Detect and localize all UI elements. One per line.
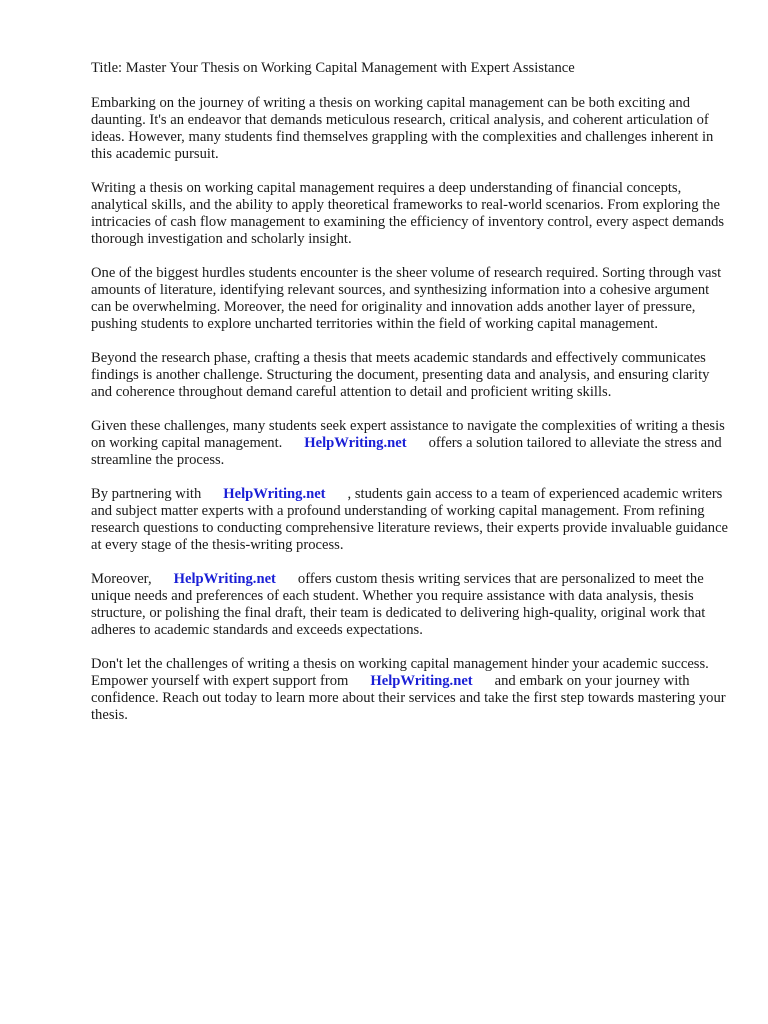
paragraph-text: By partnering with (91, 486, 202, 502)
paragraph-text: offers a solution tailored to alleviate the stress and streamline the process. (91, 435, 722, 468)
paragraph-intro: Embarking on the journey of writing a thesis on working capital management can be both exciting and daunting. It's an endeavor that demands meticulous research, critical analysis, and coherent articulation of ideas. However, many students find themselves grappling with the complexities and challenges inherent in this academic pursuit. (91, 95, 714, 162)
paragraph-requirements: Writing a thesis on working capital management requires a deep understanding of financial concepts, analytical skills, and the ability to apply theoretical frameworks to real-world scenarios. From exploring the intricacies of cash flow management to examining the efficiency of inventory control, every aspect demands thorough investigation and scholarly insight. (91, 180, 725, 247)
helpwriting-link[interactable]: HelpWriting.net (304, 435, 407, 451)
paragraph-conclusion (91, 656, 731, 724)
document-page (91, 60, 731, 741)
paragraph-writing-challenge: Beyond the research phase, crafting a thesis that meets academic standards and effectively communicates findings is another challenge. Structuring the document, presenting data and analysis, and ensuring clarity and coherence throughout demand careful attention to detail and proficient writing skills. (91, 350, 710, 400)
helpwriting-link[interactable]: HelpWriting.net (370, 673, 473, 689)
paragraph-hurdles: One of the biggest hurdles students encounter is the sheer volume of research required. Sorting through vast amounts of literature, identifying relevant sources, and synthesizing information into a cohesive argument can be overwhelming. Moreover, the need for originality and innovation adds another layer of pressure, pushing students to explore uncharted territories within the field of working capital management. (91, 265, 722, 332)
paragraph-partnering (91, 486, 731, 554)
paragraph-text: offers custom thesis writing services that are personalized to meet the unique needs and preferences of each student. Whether you require assistance with data analysis, thesis structure, or polishing the final draft, their team is dedicated to delivering high-quality, original work that adheres to academic standards and exceeds expectations. (91, 571, 706, 638)
paragraph-text: Given these challenges, many students seek expert assistance to navigate the complexities of writing a thesis on working capital management. (91, 418, 725, 451)
paragraph-text: Moreover, (91, 571, 152, 587)
helpwriting-link[interactable]: HelpWriting.net (223, 486, 326, 502)
paragraph-text: Don't let the challenges of writing a thesis on working capital management hinder your academic success. Empower yourself with expert support from (91, 656, 709, 689)
paragraph-custom-services (91, 571, 731, 639)
helpwriting-link[interactable]: HelpWriting.net (173, 571, 276, 587)
paragraph-text: , students gain access to a team of experienced academic writers and subject matter experts with a profound understanding of working capital management. From refining research questions to conducting comprehensive literature reviews, their experts provide invaluable guidance at every stage of the thesis-writing process. (91, 486, 729, 553)
paragraph-text: and embark on your journey with confidence. Reach out today to learn more about their services and take the first step towards mastering your thesis. (91, 673, 726, 723)
paragraph-expert-assistance (91, 418, 731, 469)
document-title: Title: Master Your Thesis on Working Capital Management with Expert Assistance (91, 60, 575, 76)
